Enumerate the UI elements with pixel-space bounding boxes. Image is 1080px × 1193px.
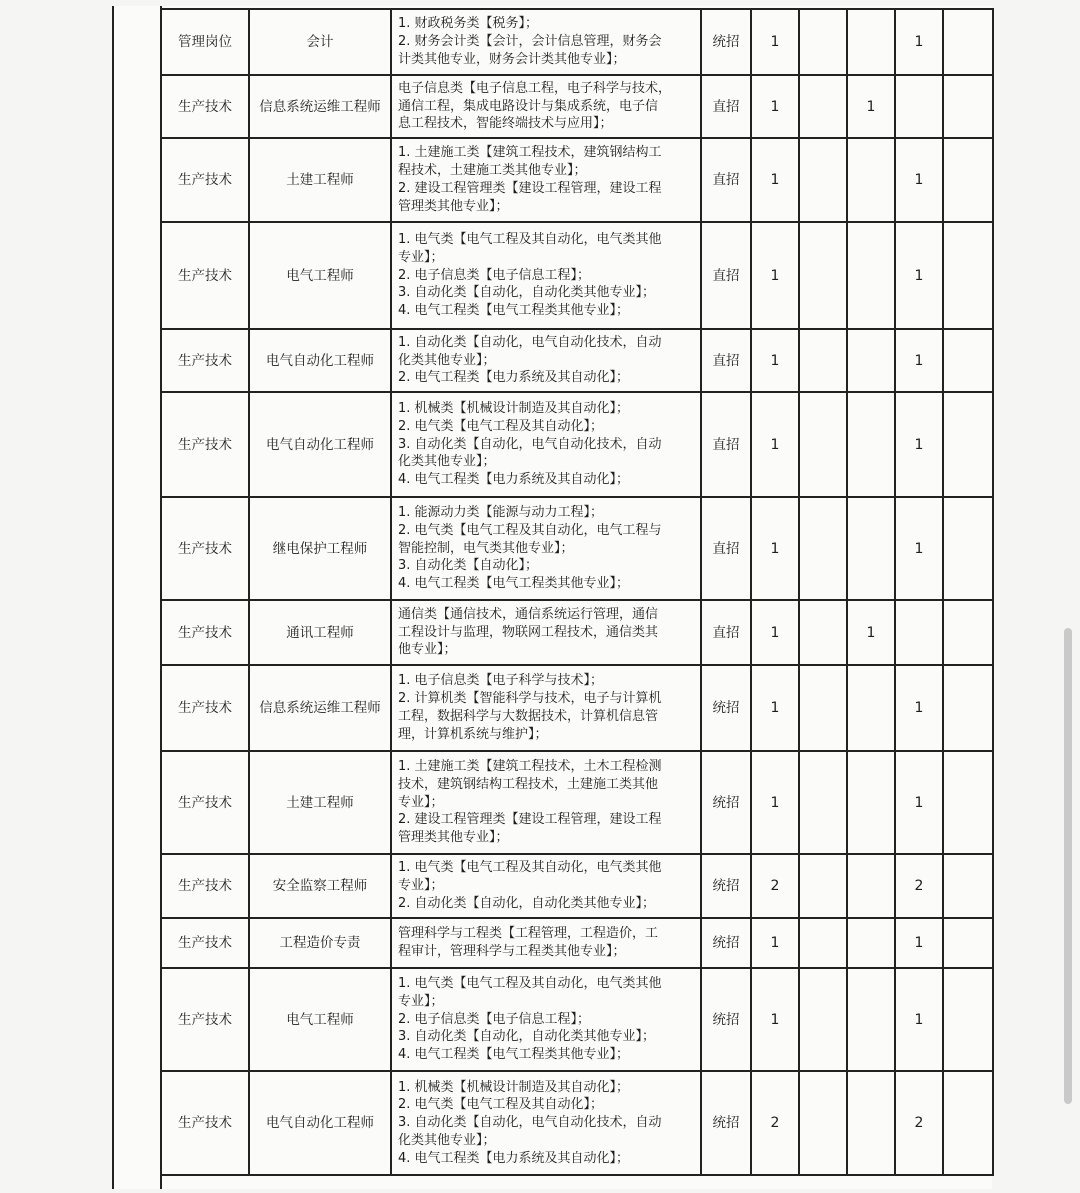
major-line: 通信工程，集成电路设计与集成系统，电子信 [398, 98, 659, 114]
count-cell [943, 222, 993, 329]
recruit-method-cell: 统招 [701, 854, 751, 918]
table-row [161, 854, 993, 918]
category-cell: 生产技术 [161, 75, 249, 138]
major-line: 专业】； [398, 878, 444, 894]
page-left-border [112, 6, 114, 1189]
count-cell: 1 [895, 751, 943, 854]
major-line: 1. 机械类【机械设计制造及其自动化】； [398, 401, 630, 416]
major-line: 专业】； [398, 249, 444, 265]
total-count-cell: 1 [751, 392, 799, 497]
total-count-cell: 1 [751, 222, 799, 329]
major-line: 3. 自动化类【自动化，自动化类其他专业】； [398, 1029, 656, 1045]
count-cell [847, 918, 895, 968]
category-cell: 生产技术 [161, 968, 249, 1071]
category-cell: 生产技术 [161, 138, 249, 222]
count-cell [799, 918, 847, 968]
count-cell [847, 9, 895, 75]
major-line: 2. 财务会计类【会计，会计信息管理，财务会 [398, 34, 662, 50]
total-count-cell: 1 [751, 665, 799, 751]
count-cell [943, 918, 993, 968]
count-cell [943, 497, 993, 600]
total-count-cell: 1 [751, 600, 799, 665]
major-line: 2. 建设工程管理类【建设工程管理，建设工程 [398, 812, 662, 828]
count-cell [799, 392, 847, 497]
category-cell: 生产技术 [161, 600, 249, 665]
recruit-method-cell: 直招 [701, 222, 751, 329]
count-cell [943, 138, 993, 222]
total-count-cell: 1 [751, 497, 799, 600]
category-cell: 生产技术 [161, 1071, 249, 1175]
major-line: 1. 电气类【电气工程及其自动化，电气类其他 [398, 976, 662, 991]
major-cell [391, 222, 701, 329]
major-cell [391, 75, 701, 138]
count-cell: 1 [895, 9, 943, 75]
position-cell: 会计 [249, 9, 391, 75]
recruit-method-cell: 统招 [701, 968, 751, 1071]
major-line: 3. 自动化类【自动化】； [398, 558, 539, 574]
count-cell [847, 854, 895, 918]
major-line: 1. 土建施工类【建筑工程技术，土木工程检测 [398, 759, 662, 774]
count-cell: 1 [895, 918, 943, 968]
category-cell: 生产技术 [161, 751, 249, 854]
count-cell [799, 138, 847, 222]
count-cell: 1 [895, 329, 943, 392]
count-cell [799, 222, 847, 329]
total-count-cell: 1 [751, 9, 799, 75]
count-cell: 1 [847, 600, 895, 665]
major-line: 他专业】； [398, 642, 457, 658]
count-cell: 1 [895, 665, 943, 751]
recruit-method-cell: 统招 [701, 918, 751, 968]
major-line: 程审计，管理科学与工程类其他专业】； [398, 944, 626, 959]
major-cell [391, 854, 701, 918]
position-cell: 继电保护工程师 [249, 497, 391, 600]
major-line: 1. 自动化类【自动化，电气自动化技术，自动 [398, 334, 662, 350]
major-line: 2. 自动化类【自动化，自动化类其他专业】； [398, 895, 656, 911]
count-cell: 1 [847, 75, 895, 138]
recruit-method-cell: 统招 [701, 665, 751, 751]
table-row [161, 665, 993, 751]
major-line: 2. 计算机类【智能科学与技术，电子与计算机 [398, 691, 662, 707]
category-cell: 生产技术 [161, 854, 249, 918]
total-count-cell: 2 [751, 854, 799, 918]
category-cell: 生产技术 [161, 497, 249, 600]
position-cell: 安全监察工程师 [249, 854, 391, 918]
count-cell [943, 968, 993, 1071]
total-count-cell: 1 [751, 138, 799, 222]
count-cell [799, 751, 847, 854]
major-line: 息工程技术，智能终端技术与应用】； [398, 116, 613, 132]
major-line: 2. 电气类【电气工程及其自动化】； [398, 1097, 604, 1113]
recruit-method-cell: 直招 [701, 600, 751, 665]
total-count-cell: 1 [751, 918, 799, 968]
count-cell: 2 [895, 1071, 943, 1175]
table-row [161, 75, 993, 138]
count-cell: 1 [895, 138, 943, 222]
major-line: 2. 电子信息类【电子信息工程】； [398, 267, 591, 283]
count-cell [943, 1071, 993, 1175]
major-line: 管理类其他专业】； [398, 830, 509, 846]
position-cell: 电气自动化工程师 [249, 1071, 391, 1175]
count-cell [799, 329, 847, 392]
major-line: 2. 电气类【电气工程及其自动化，电气工程与 [398, 522, 662, 538]
position-cell: 工程造价专责 [249, 918, 391, 968]
count-cell: 2 [895, 854, 943, 918]
table-row [161, 1071, 993, 1175]
major-line: 2. 电子信息类【电子信息工程】； [398, 1011, 591, 1027]
position-cell: 信息系统运维工程师 [249, 75, 391, 138]
recruit-method-cell: 直招 [701, 497, 751, 600]
major-line: 1. 财政税务类【税务】； [398, 16, 539, 32]
position-cell: 电气自动化工程师 [249, 329, 391, 392]
major-line: 1. 电气类【电气工程及其自动化，电气类其他 [398, 232, 662, 247]
count-cell [799, 665, 847, 751]
count-cell: 1 [895, 968, 943, 1071]
major-cell [391, 665, 701, 751]
count-cell [799, 9, 847, 75]
major-cell [391, 392, 701, 497]
category-cell: 生产技术 [161, 222, 249, 329]
recruit-method-cell: 直招 [701, 138, 751, 222]
total-count-cell: 1 [751, 329, 799, 392]
count-cell [943, 665, 993, 751]
position-cell: 电气工程师 [249, 222, 391, 329]
major-line: 2. 电气工程类【电力系统及其自动化】； [398, 370, 630, 386]
total-count-cell: 2 [751, 1071, 799, 1175]
major-line: 4. 电气工程类【电气工程类其他专业】； [398, 576, 630, 592]
major-line: 2. 建设工程管理类【建设工程管理，建设工程 [398, 181, 662, 196]
count-cell [943, 329, 993, 392]
recruitment-table [160, 8, 994, 1176]
major-line: 计类其他专业，财务会计类其他专业】； [398, 51, 626, 67]
major-cell [391, 1071, 701, 1175]
major-cell [391, 9, 701, 75]
count-cell [943, 392, 993, 497]
count-cell [847, 138, 895, 222]
position-cell: 信息系统运维工程师 [249, 665, 391, 751]
major-line: 电子信息类【电子信息工程，电子科学与技术， [398, 80, 672, 96]
recruit-method-cell: 统招 [701, 751, 751, 854]
category-cell: 生产技术 [161, 392, 249, 497]
category-cell: 生产技术 [161, 918, 249, 968]
position-cell: 通讯工程师 [249, 600, 391, 665]
major-line: 1. 能源动力类【能源与动力工程】； [398, 505, 604, 520]
major-cell [391, 138, 701, 222]
major-line: 工程，数据科学与大数据技术，计算机信息管 [398, 709, 659, 724]
table-row [161, 222, 993, 329]
total-count-cell: 1 [751, 75, 799, 138]
major-line: 1. 土建施工类【建筑工程技术，建筑钢结构工 [398, 145, 662, 161]
major-line: 管理类其他专业】； [398, 198, 509, 214]
count-cell [799, 968, 847, 1071]
count-cell [895, 75, 943, 138]
count-cell [847, 329, 895, 392]
major-line: 4. 电气工程类【电气工程类其他专业】； [398, 1047, 630, 1063]
major-cell [391, 497, 701, 600]
major-line: 化类其他专业】； [398, 454, 496, 470]
position-cell: 土建工程师 [249, 138, 391, 222]
count-cell [943, 751, 993, 854]
major-line: 3. 自动化类【自动化，自动化类其他专业】； [398, 285, 656, 301]
major-line: 通信类【通信技术，通信系统运行管理，通信 [398, 606, 659, 622]
major-line: 化类其他专业】； [398, 1132, 496, 1148]
table-row [161, 138, 993, 222]
count-cell [799, 497, 847, 600]
count-cell [799, 854, 847, 918]
category-cell: 生产技术 [161, 665, 249, 751]
table-row [161, 9, 993, 75]
total-count-cell: 1 [751, 968, 799, 1071]
major-line: 3. 自动化类【自动化，电气自动化技术，自动 [398, 436, 662, 452]
count-cell [847, 392, 895, 497]
major-line: 工程设计与监理，物联网工程技术，通信类其 [398, 624, 659, 640]
vertical-scrollbar[interactable] [1064, 628, 1072, 1104]
recruit-method-cell: 直招 [701, 75, 751, 138]
position-cell: 电气工程师 [249, 968, 391, 1071]
table-row [161, 600, 993, 665]
major-line: 化类其他专业】； [398, 352, 496, 368]
table-row [161, 918, 993, 968]
major-cell [391, 968, 701, 1071]
count-cell [847, 665, 895, 751]
count-cell: 1 [895, 497, 943, 600]
count-cell: 1 [895, 392, 943, 497]
count-cell [847, 1071, 895, 1175]
major-line: 3. 自动化类【自动化，电气自动化技术，自动 [398, 1115, 662, 1131]
major-line: 理，计算机系统与维护】； [398, 726, 548, 742]
category-cell: 生产技术 [161, 329, 249, 392]
major-line: 专业】； [398, 794, 444, 810]
major-line: 1. 电气类【电气工程及其自动化，电气类其他 [398, 860, 662, 876]
count-cell [895, 600, 943, 665]
major-line: 4. 电气工程类【电气工程类其他专业】； [398, 303, 630, 319]
major-cell [391, 918, 701, 968]
major-line: 2. 电气类【电气工程及其自动化】； [398, 418, 604, 434]
position-cell: 土建工程师 [249, 751, 391, 854]
total-count-cell: 1 [751, 751, 799, 854]
count-cell [847, 497, 895, 600]
count-cell [943, 600, 993, 665]
major-line: 4. 电气工程类【电力系统及其自动化】； [398, 472, 630, 488]
recruit-method-cell: 直招 [701, 392, 751, 497]
major-line: 技术，建筑钢结构工程技术，土建施工类其他 [398, 776, 659, 792]
position-cell: 电气自动化工程师 [249, 392, 391, 497]
category-cell: 管理岗位 [161, 9, 249, 75]
count-cell [799, 600, 847, 665]
major-line: 4. 电气工程类【电力系统及其自动化】； [398, 1150, 630, 1166]
count-cell [799, 1071, 847, 1175]
major-line: 专业】； [398, 993, 444, 1009]
recruit-method-cell: 直招 [701, 329, 751, 392]
major-line: 1. 电子信息类【电子科学与技术】； [398, 673, 604, 689]
table-row [161, 392, 993, 497]
table-row [161, 329, 993, 392]
major-cell [391, 600, 701, 665]
recruit-method-cell: 统招 [701, 9, 751, 75]
count-cell [799, 75, 847, 138]
table-row [161, 968, 993, 1071]
major-cell [391, 751, 701, 854]
major-cell [391, 329, 701, 392]
table-row [161, 751, 993, 854]
major-line: 管理科学与工程类【工程管理，工程造价，工 [398, 926, 659, 942]
count-cell [847, 751, 895, 854]
count-cell [847, 968, 895, 1071]
table-row [161, 497, 993, 600]
count-cell [847, 222, 895, 329]
major-line: 1. 机械类【机械设计制造及其自动化】； [398, 1079, 630, 1095]
recruit-method-cell: 统招 [701, 1071, 751, 1175]
count-cell: 1 [895, 222, 943, 329]
major-line: 智能控制，电气类其他专业】； [398, 540, 574, 556]
count-cell [943, 9, 993, 75]
count-cell [943, 75, 993, 138]
count-cell [943, 854, 993, 918]
major-line: 程技术，土建施工类其他专业】； [398, 163, 587, 179]
